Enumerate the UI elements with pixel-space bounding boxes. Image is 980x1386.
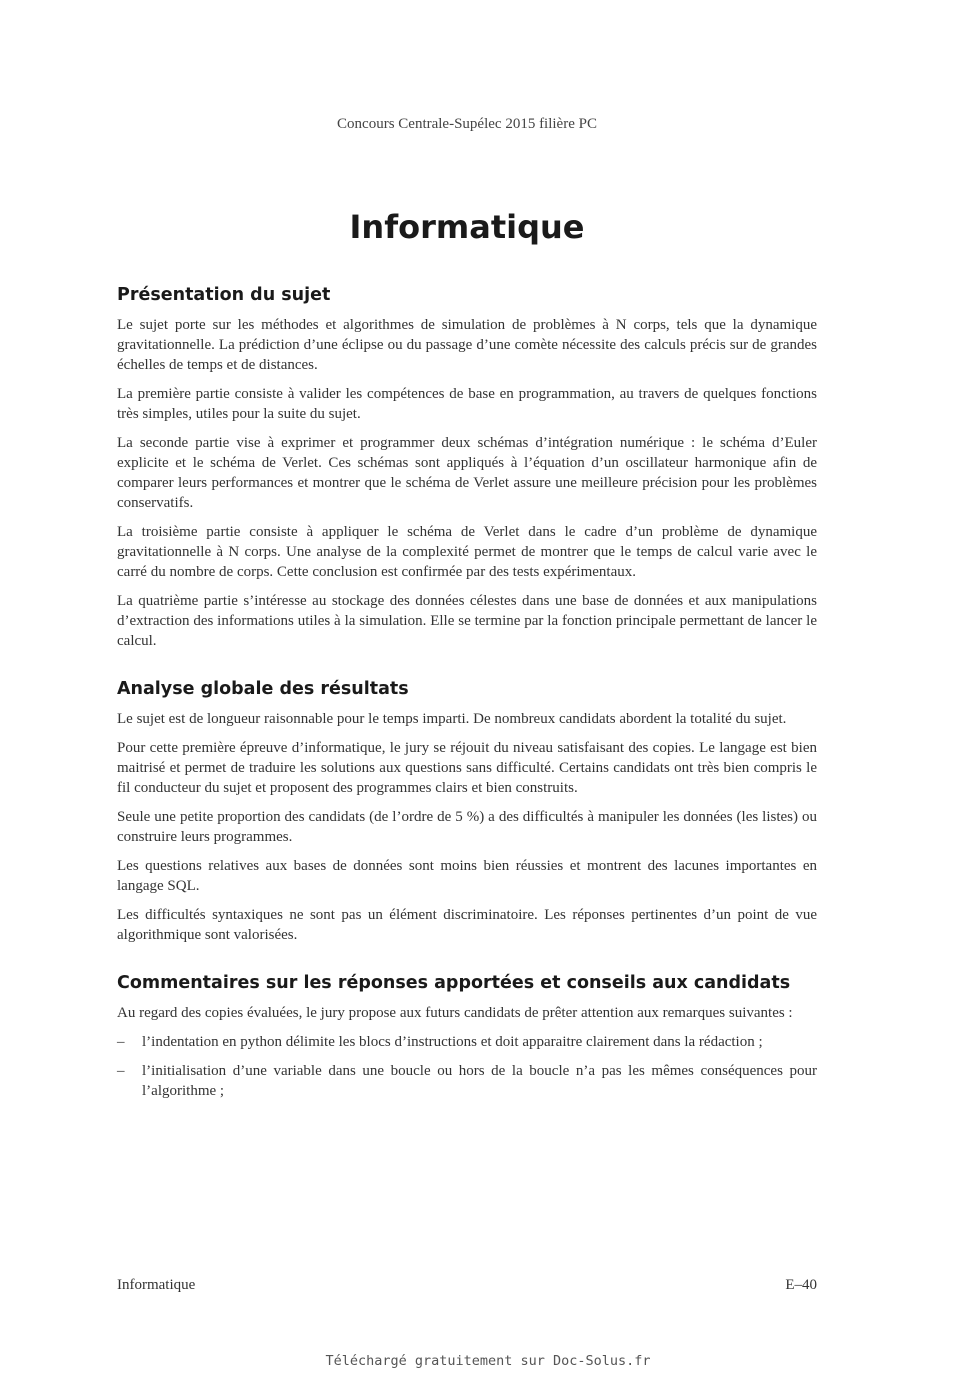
- section-presentation: [117, 283, 817, 651]
- main-content: [117, 283, 817, 1127]
- footer-page-number: E–40: [785, 1277, 817, 1293]
- paragraph: La quatrième partie s’intéresse au stockage des données célestes dans une base de données et aux manipulations d’extraction des informations utiles à la simulation. Elle se termine par la fonction principale permettant de lancer le calcul.: [117, 593, 817, 649]
- paragraph: La seconde partie vise à exprimer et programmer deux schémas d’intégration numérique : le schéma d’Euler explicite et le schéma de Verlet. Ces schémas sont appliqués à l’équation d’un oscillateur harmonique afin de comparer leurs performances et montrer que le schéma de Verlet assure une meilleure précision pour les problèmes conservatifs.: [117, 435, 817, 511]
- section-heading: Présentation du sujet: [117, 285, 331, 305]
- paragraph: La troisième partie consiste à appliquer le schéma de Verlet dans le cadre d’un problème de dynamique gravitationnelle à N corps. Une analyse de la complexité permet de montrer que le temps de calcul varie avec le carré du nombre de corps. Cette conclusion est confirmée par des tests expérimentaux.: [117, 524, 817, 580]
- paragraph: Seule une petite proportion des candidats (de l’ordre de 5 %) a des difficultés à manipuler les données (les listes) ou construire leurs programmes.: [117, 809, 817, 845]
- paragraph: Les questions relatives aux bases de données sont moins bien réussies et montrent des lacunes importantes en langage SQL.: [117, 858, 817, 894]
- download-watermark: Téléchargé gratuitement sur Doc-Solus.fr: [325, 1353, 651, 1369]
- paragraph: Le sujet porte sur les méthodes et algorithmes de simulation de problèmes à N corps, tels que la dynamique gravitationnelle. La prédiction d’une éclipse ou du passage d’une comète nécessite des calculs précis sur de grandes échelles de temps et de distances.: [117, 317, 817, 373]
- list-item-text: l’initialisation d’une variable dans une boucle ou hors de la boucle n’a pas les mêmes conséquences pour l’algorithme ;: [142, 1063, 817, 1099]
- page-header: Concours Centrale-Supélec 2015 filière PC: [337, 116, 597, 132]
- paragraph: Les difficultés syntaxiques ne sont pas un élément discriminatoire. Les réponses pertinentes d’un point de vue algorithmique sont valorisées.: [117, 907, 817, 943]
- list-item: [117, 1032, 817, 1052]
- paragraph: Le sujet est de longueur raisonnable pour le temps imparti. De nombreux candidats abordent la totalité du sujet.: [117, 711, 787, 727]
- section-heading: Analyse globale des résultats: [117, 679, 409, 699]
- footer-subject: Informatique: [117, 1277, 196, 1293]
- bullet-dash: –: [117, 1034, 125, 1050]
- paragraph: Pour cette première épreuve d’informatique, le jury se réjouit du niveau satisfaisant des copies. Le langage est bien maitrisé et permet de traduire les solutions aux questions sans difficulté. Certains candidats ont très bien compris le fil conducteur du sujet et proposent des programmes clairs et bien construits.: [117, 740, 817, 796]
- section-analyse: [117, 677, 817, 945]
- list-item: [117, 1061, 817, 1101]
- paragraph: Au regard des copies évaluées, le jury propose aux futurs candidats de prêter attention aux remarques suivantes :: [117, 1005, 793, 1021]
- page-title: Informatique: [349, 208, 585, 246]
- section-commentaires: [117, 971, 817, 1101]
- list-item-text: l’indentation en python délimite les blocs d’instructions et doit apparaitre clairement dans la rédaction ;: [142, 1034, 763, 1050]
- paragraph: La première partie consiste à valider les compétences de base en programmation, au travers de quelques fonctions très simples, utiles pour la suite du sujet.: [117, 386, 817, 422]
- bullet-list: [117, 1032, 817, 1101]
- section-heading: Commentaires sur les réponses apportées et conseils aux candidats: [117, 973, 791, 993]
- bullet-dash: –: [117, 1063, 125, 1079]
